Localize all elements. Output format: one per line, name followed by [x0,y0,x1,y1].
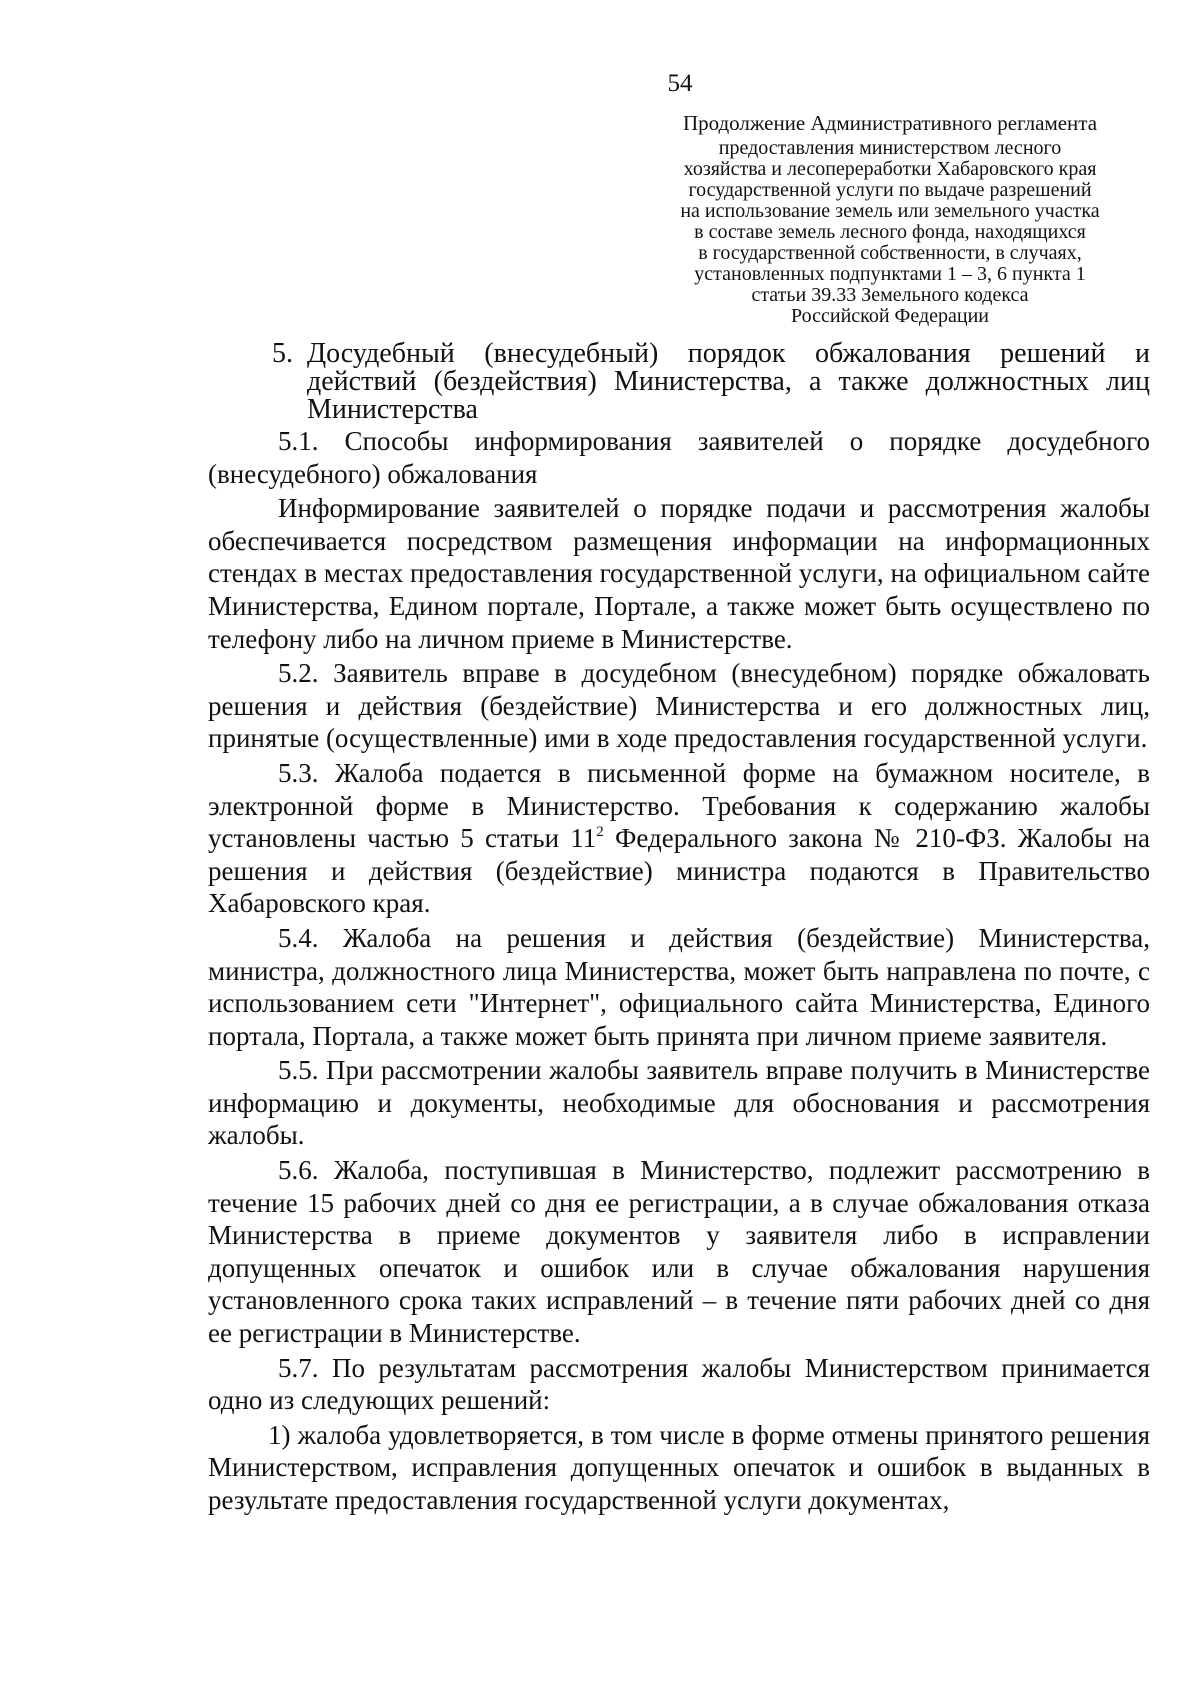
paragraph-5-7: 5.7. По результатам рассмотрения жалобы Министерством принимается одно из следующих решений: [208,1352,1150,1416]
header-line: Продолжение Административного регламента [682,111,1098,135]
header-line: установленных подпунктами 1 – 3, 6 пункта 1 [694,263,1086,285]
section-title-line: действий (бездействия) Министерства, а также должностных лиц [307,366,1150,397]
list-item-1: 1) жалоба удовлетворяется, в том числе в форме отмены принятого решения Министерством, исправления допущенных опечаток и ошибок в выданных в результате предоставления государственной услуги документах, [208,1419,1150,1515]
header-line: хозяйства и лесопереработки Хабаровского края [683,158,1097,180]
section-title-line: Министерства [307,394,478,425]
paragraph-text: 5.3. Жалоба подается в письменной форме на бумажном носителе, в электронной форме в Министерство. Требования к содержанию жалобы установлены частью 5 статьи 11 [208,757,1150,854]
header-line: в составе земель лесного фонда, находящихся [694,221,1086,243]
document-body [208,425,1150,1519]
page-number: 54 [667,70,693,97]
document-header [630,113,1150,327]
paragraph-5-5: 5.5. При рассмотрении жалобы заявитель вправе получить в Министерстве информацию и документы, необходимые для обоснования и рассмотрения жалобы. [208,1055,1150,1151]
header-line: государственной услуги по выдаче разрешений [688,179,1092,201]
paragraph-5-3 [208,757,1150,920]
header-line: статьи 39.33 Земельного кодекса [751,284,1029,306]
paragraph-5-6: 5.6. Жалоба, поступившая в Министерство, подлежит рассмотрению в течение 15 рабочих дней со дня ее регистрации, а в случае обжалования отказа Министерства в приеме документов у заявителя либо в исправлении допущенных опечаток и ошибок или в случае обжалования нарушения установленного срока таких исправлений – в течение пяти рабочих дней со дня ее регистрации в Министерстве. [208,1155,1150,1349]
paragraph-text: Федерального закона № 210-ФЗ. Жалобы на решения и действия (бездействие) министра подаются в Правительство Хабаровского края. [208,823,1150,919]
section-title-line: Досудебный (внесудебный) порядок обжалования решений и [307,338,1150,369]
paragraph-informing: Информирование заявителей о порядке подачи и рассмотрения жалобы обеспечивается посредством размещения информации на информационных стендах в местах предоставления государственной услуги, на официальном сайте Министерства, Едином портале, Портале, а также может быть осуществлено по телефону либо на личном приеме в Министерстве. [208,493,1150,654]
section-heading [272,340,1150,424]
paragraph-5-1: 5.1. Способы информирования заявителей о порядке досудебного (внесудебного) обжалования [208,426,1150,489]
header-line: на использование земель или земельного участка [680,200,1100,222]
superscript: 2 [596,824,604,841]
header-line: Российской Федерации [790,305,990,327]
paragraph-5-4: 5.4. Жалоба на решения и действия (бездействие) Министерства, министра, должностного лица Министерства, может быть направлена по почте, с использованием сети "Интернет", официального сайта Министерства, Единого портала, Портала, а также может быть принята при личном приеме заявителя. [208,922,1150,1051]
paragraph-5-2: 5.2. Заявитель вправе в досудебном (внесудебном) порядке обжаловать решения и действия (бездействие) Министерства и его должностных лиц, принятые (осуществленные) ими в ходе предоставления государственной услуги. [208,658,1150,754]
header-line: в государственной собственности, в случаях, [698,242,1082,264]
section-number: 5. [272,338,293,369]
header-line: предоставления министерством лесного [718,137,1062,159]
